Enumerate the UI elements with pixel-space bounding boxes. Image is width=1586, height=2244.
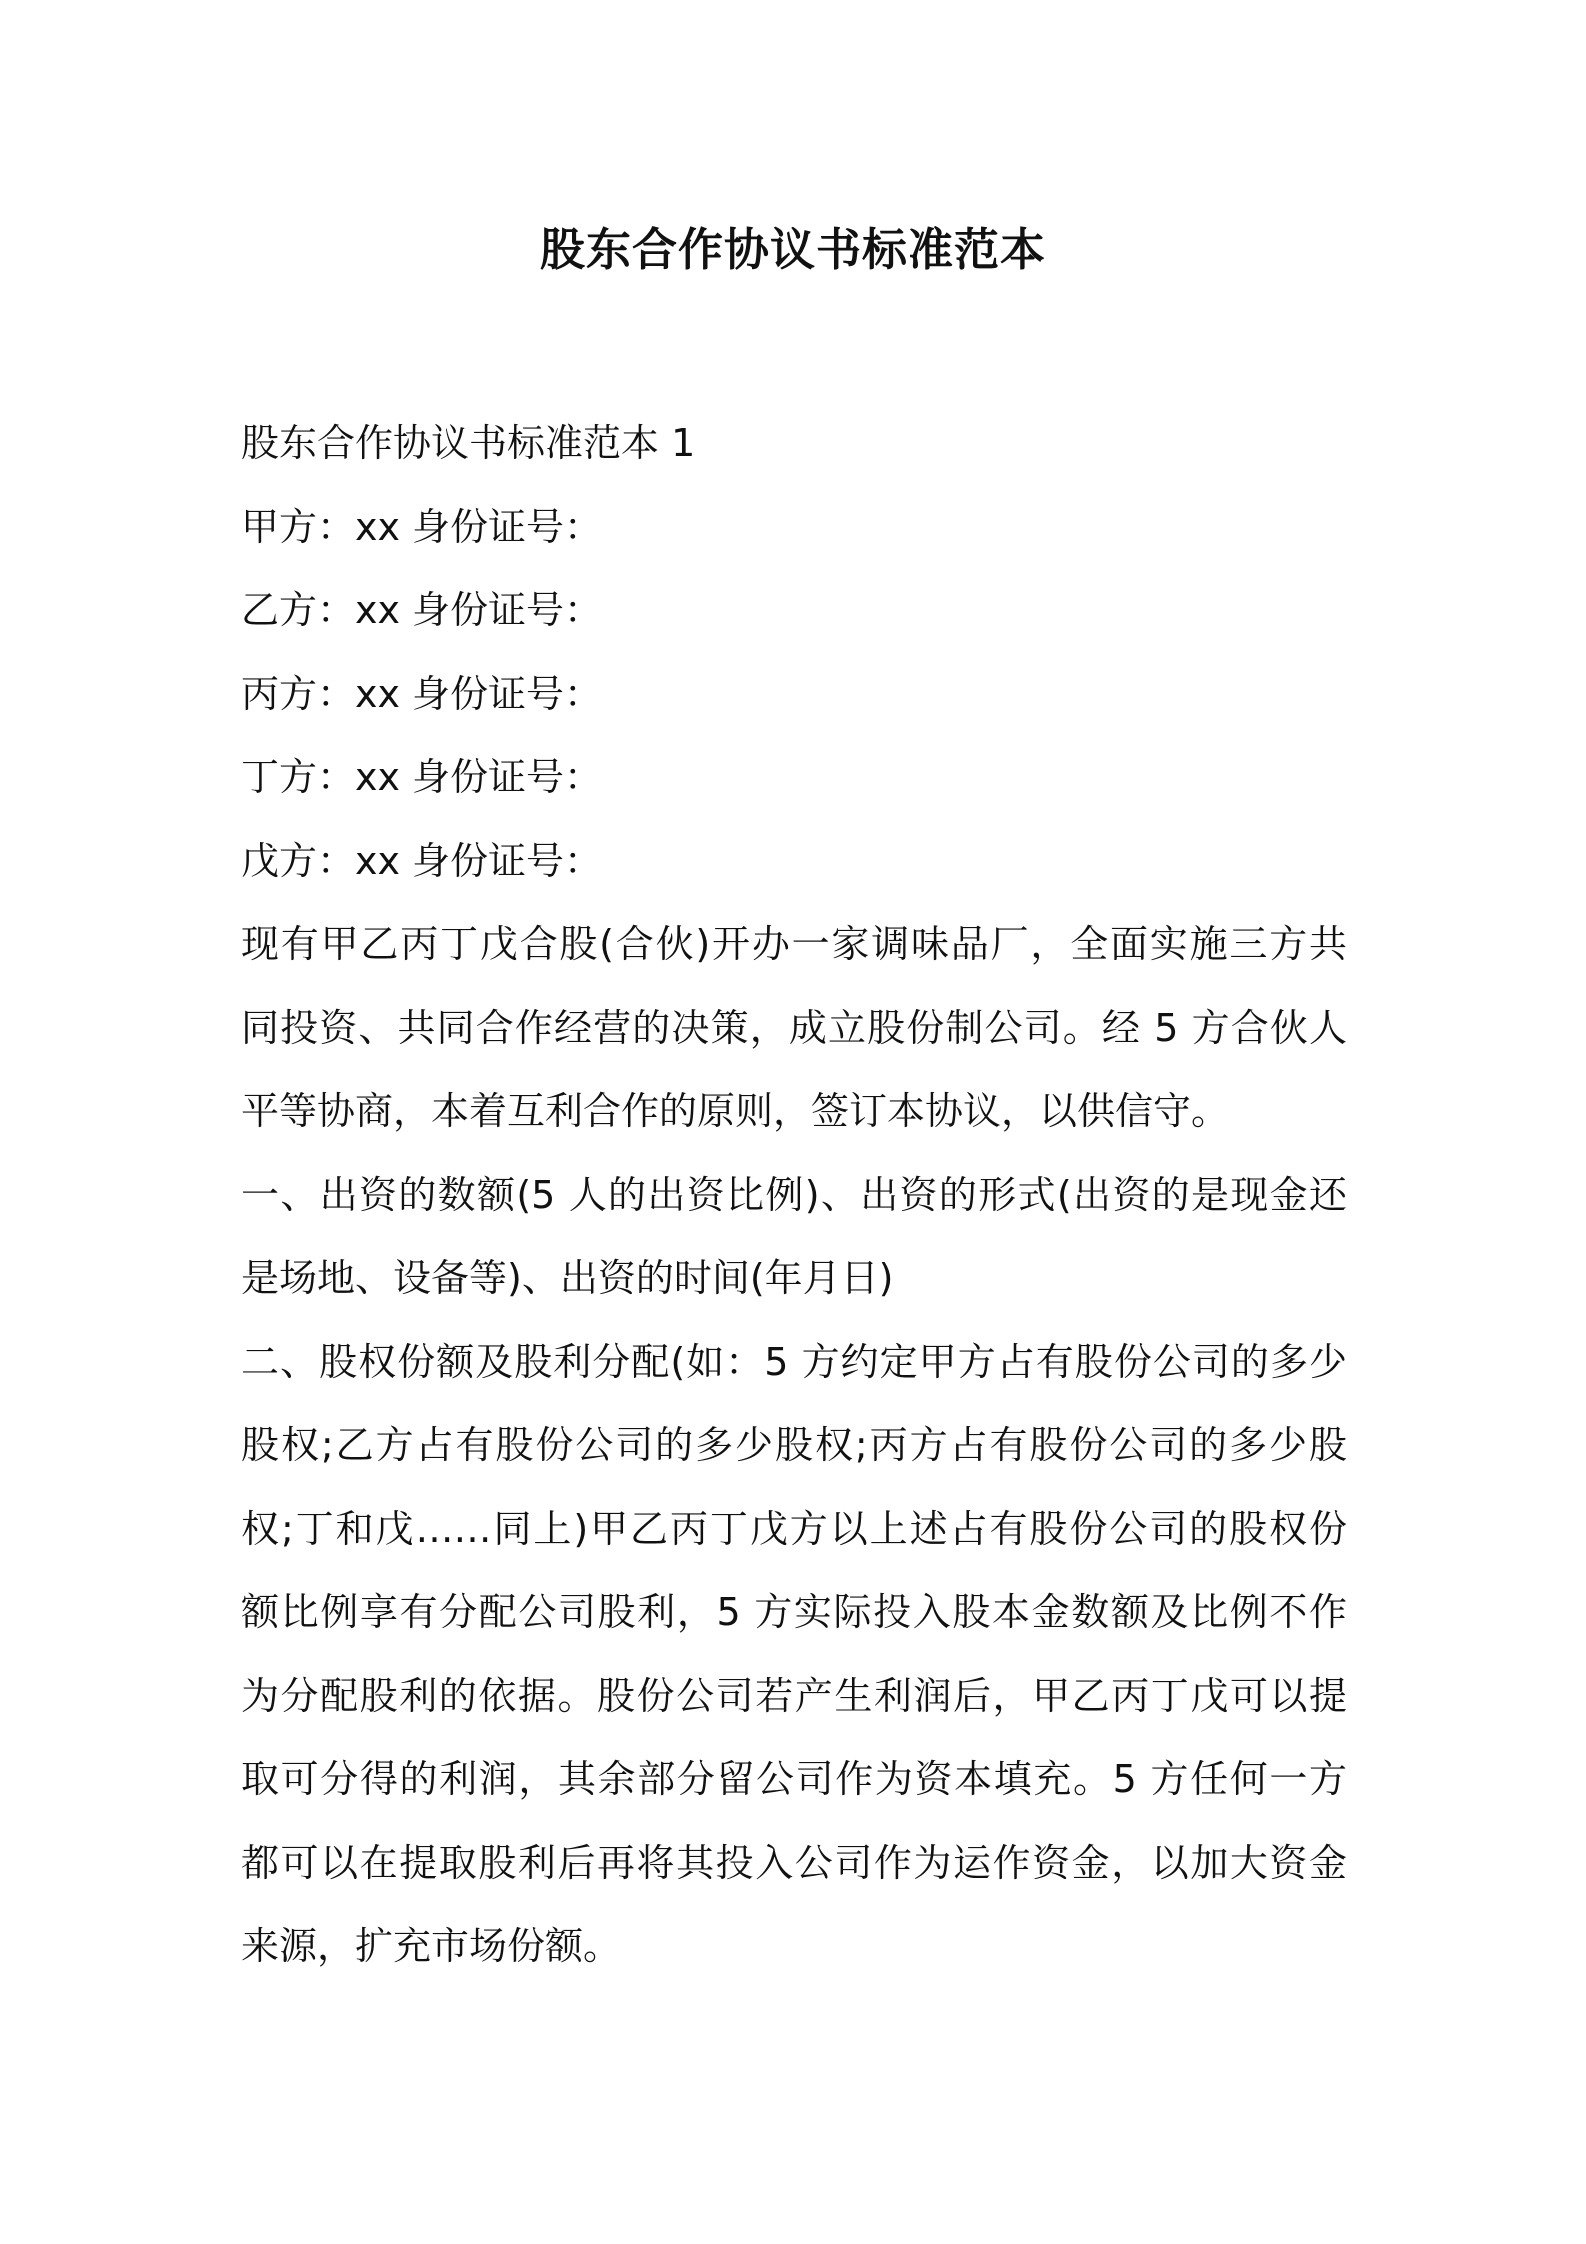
party-line-wu: 戊方：xx 身份证号： — [241, 838, 603, 883]
document-subtitle: 股东合作协议书标准范本 1 — [241, 421, 696, 465]
intro-paragraph-line: 平等协商，本着互利合作的原则，签订本协议，以供信守。 — [241, 1089, 1230, 1133]
section-2-line: 为分配股利的依据。股份公司若产生利润后，甲乙丙丁戊可以提 — [241, 1673, 1347, 1718]
section-1-line: 一、出资的数额(5 人的出资比例)、出资的形式(出资的是现金还 — [241, 1172, 1347, 1217]
section-2-line: 二、股权份额及股利分配(如：5 方约定甲方占有股份公司的多少 — [241, 1339, 1347, 1384]
document-body — [241, 402, 1347, 1989]
party-line-yi: 乙方：xx 身份证号： — [241, 588, 603, 632]
party-line-bing: 丙方：xx 身份证号： — [241, 671, 603, 716]
section-2-line: 股权;乙方占有股份公司的多少股权;丙方占有股份公司的多少股 — [241, 1423, 1347, 1467]
document-title: 股东合作协议书标准范本 — [539, 223, 1046, 276]
section-2-line: 都可以在提取股利后再将其投入公司作为运作资金，以加大资金 — [241, 1840, 1347, 1885]
section-2-line: 权;丁和戊……同上)甲乙丙丁戊方以上述占有股份公司的股权份 — [241, 1506, 1347, 1551]
party-line-ding: 丁方：xx 身份证号： — [241, 755, 603, 799]
section-2-line: 来源，扩充市场份额。 — [241, 1924, 622, 1968]
section-2-line: 额比例享有分配公司股利，5 方实际投入股本金数额及比例不作 — [241, 1590, 1347, 1634]
section-2-line: 取可分得的利润，其余部分留公司作为资本填充。5 方任何一方 — [241, 1757, 1347, 1801]
section-1-line: 是场地、设备等)、出资的时间(年月日) — [241, 1256, 894, 1300]
intro-paragraph-line: 现有甲乙丙丁戊合股(合伙)开办一家调味品厂，全面实施三方共 — [241, 922, 1347, 966]
intro-paragraph-line: 同投资、共同合作经营的决策，成立股份制公司。经 5 方合伙人 — [241, 1005, 1347, 1050]
party-line-jia: 甲方：xx 身份证号： — [241, 504, 603, 549]
